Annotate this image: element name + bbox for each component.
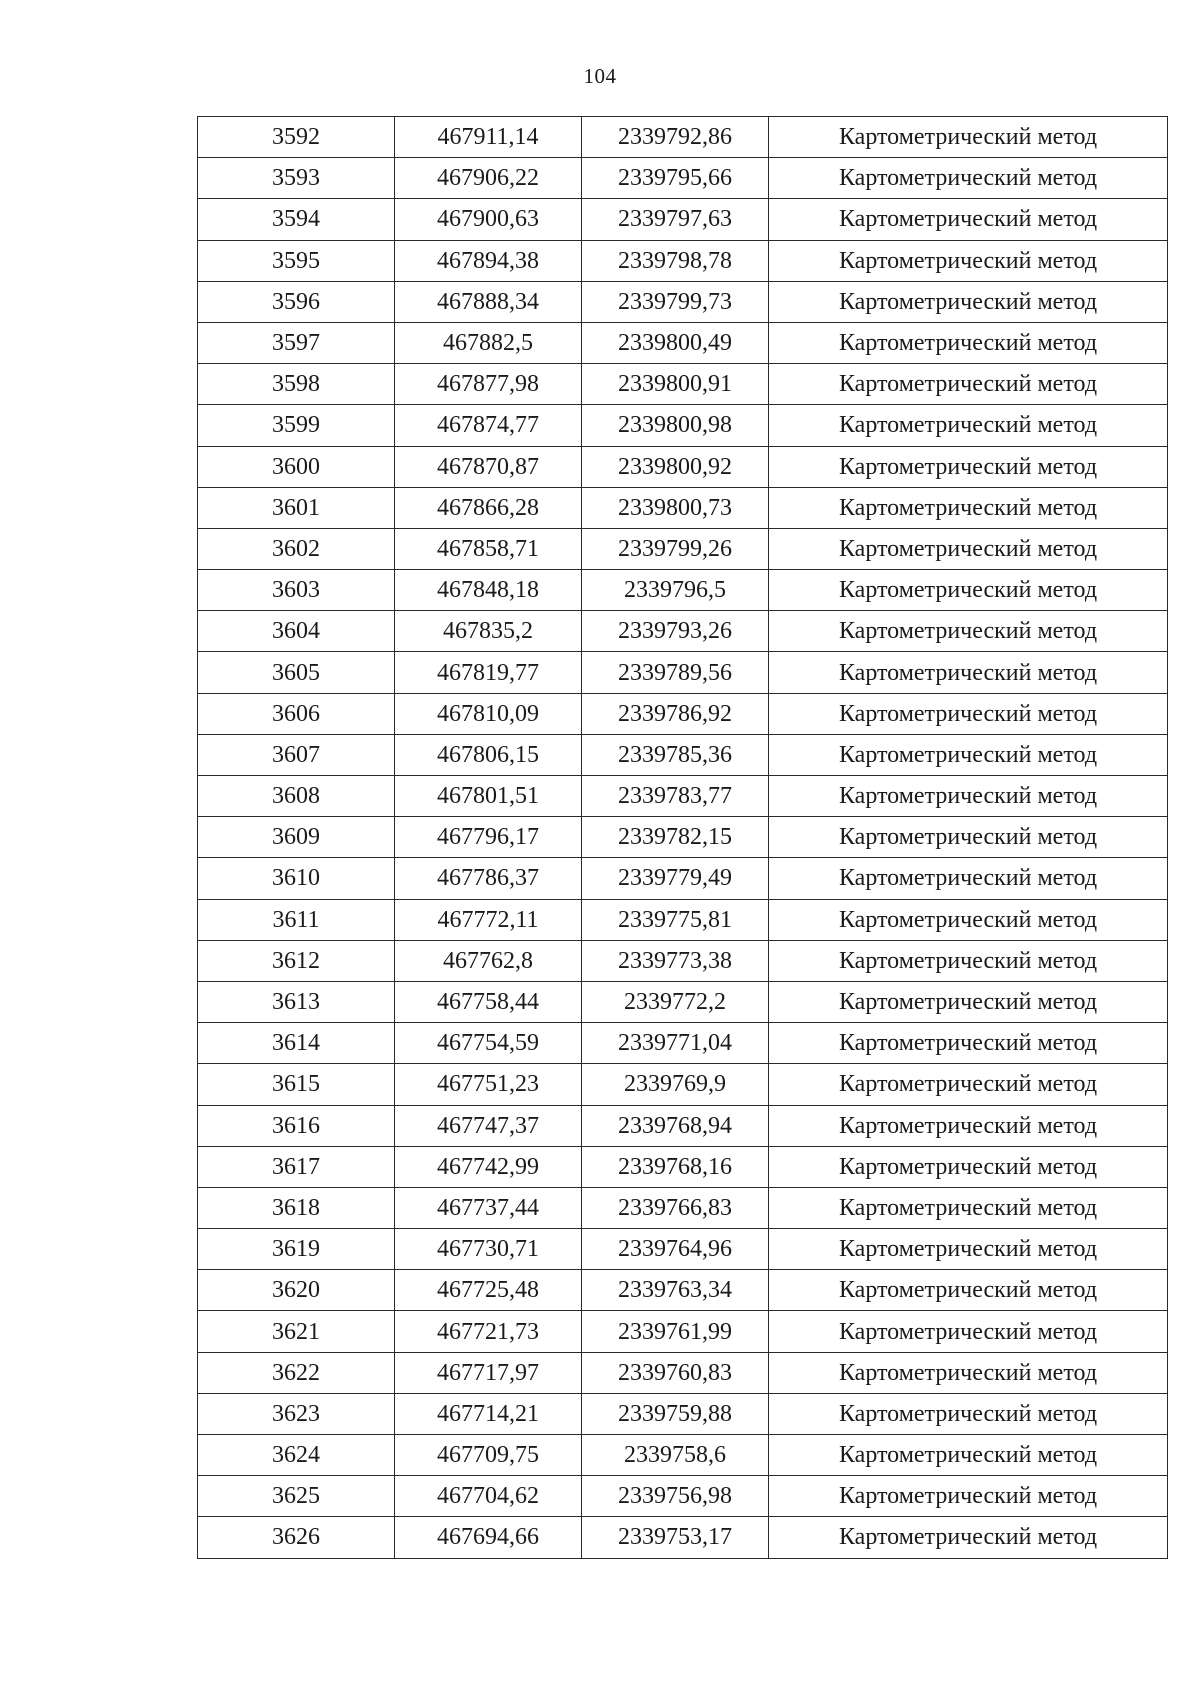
table-row [198, 199, 1168, 240]
method-cell: Картометрический метод [769, 1311, 1168, 1352]
x-coordinate-cell: 467906,22 [395, 158, 582, 199]
table-row [198, 611, 1168, 652]
y-coordinate-cell: 2339772,2 [582, 981, 769, 1022]
x-coordinate-cell: 467786,37 [395, 858, 582, 899]
table-row [198, 364, 1168, 405]
method-cell: Картометрический метод [769, 364, 1168, 405]
point-number-cell: 3611 [198, 899, 395, 940]
point-number-cell: 3598 [198, 364, 395, 405]
table-row [198, 776, 1168, 817]
table-row [198, 281, 1168, 322]
point-number-cell: 3606 [198, 693, 395, 734]
method-cell: Картометрический метод [769, 652, 1168, 693]
y-coordinate-cell: 2339792,86 [582, 117, 769, 158]
y-coordinate-cell: 2339758,6 [582, 1435, 769, 1476]
method-cell: Картометрический метод [769, 940, 1168, 981]
x-coordinate-cell: 467758,44 [395, 981, 582, 1022]
table-row [198, 1435, 1168, 1476]
x-coordinate-cell: 467888,34 [395, 281, 582, 322]
y-coordinate-cell: 2339785,36 [582, 734, 769, 775]
method-cell: Картометрический метод [769, 322, 1168, 363]
y-coordinate-cell: 2339764,96 [582, 1229, 769, 1270]
point-number-cell: 3597 [198, 322, 395, 363]
y-coordinate-cell: 2339782,15 [582, 817, 769, 858]
method-cell: Картометрический метод [769, 1146, 1168, 1187]
y-coordinate-cell: 2339798,78 [582, 240, 769, 281]
x-coordinate-cell: 467751,23 [395, 1064, 582, 1105]
x-coordinate-cell: 467819,77 [395, 652, 582, 693]
method-cell: Картометрический метод [769, 1476, 1168, 1517]
x-coordinate-cell: 467882,5 [395, 322, 582, 363]
x-coordinate-cell: 467762,8 [395, 940, 582, 981]
point-number-cell: 3623 [198, 1393, 395, 1434]
point-number-cell: 3603 [198, 570, 395, 611]
page-number: 104 [583, 64, 617, 88]
table-row [198, 117, 1168, 158]
x-coordinate-cell: 467848,18 [395, 570, 582, 611]
point-number-cell: 3600 [198, 446, 395, 487]
point-number-cell: 3615 [198, 1064, 395, 1105]
table-row [198, 940, 1168, 981]
x-coordinate-cell: 467877,98 [395, 364, 582, 405]
table-row [198, 981, 1168, 1022]
x-coordinate-cell: 467737,44 [395, 1187, 582, 1228]
y-coordinate-cell: 2339799,73 [582, 281, 769, 322]
x-coordinate-cell: 467714,21 [395, 1393, 582, 1434]
x-coordinate-cell: 467754,59 [395, 1023, 582, 1064]
method-cell: Картометрический метод [769, 281, 1168, 322]
y-coordinate-cell: 2339760,83 [582, 1352, 769, 1393]
method-cell: Картометрический метод [769, 858, 1168, 899]
method-cell: Картометрический метод [769, 570, 1168, 611]
table-row [198, 652, 1168, 693]
point-number-cell: 3599 [198, 405, 395, 446]
table-row [198, 1187, 1168, 1228]
y-coordinate-cell: 2339753,17 [582, 1517, 769, 1558]
method-cell: Картометрический метод [769, 1023, 1168, 1064]
table-row [198, 1476, 1168, 1517]
table-row [198, 1064, 1168, 1105]
point-number-cell: 3621 [198, 1311, 395, 1352]
x-coordinate-cell: 467874,77 [395, 405, 582, 446]
x-coordinate-cell: 467717,97 [395, 1352, 582, 1393]
y-coordinate-cell: 2339768,16 [582, 1146, 769, 1187]
y-coordinate-cell: 2339796,5 [582, 570, 769, 611]
point-number-cell: 3595 [198, 240, 395, 281]
x-coordinate-cell: 467747,37 [395, 1105, 582, 1146]
x-coordinate-cell: 467694,66 [395, 1517, 582, 1558]
x-coordinate-cell: 467796,17 [395, 817, 582, 858]
y-coordinate-cell: 2339763,34 [582, 1270, 769, 1311]
coordinates-table-body [198, 117, 1168, 1559]
y-coordinate-cell: 2339800,98 [582, 405, 769, 446]
method-cell: Картометрический метод [769, 117, 1168, 158]
x-coordinate-cell: 467858,71 [395, 528, 582, 569]
x-coordinate-cell: 467810,09 [395, 693, 582, 734]
method-cell: Картометрический метод [769, 405, 1168, 446]
table-row [198, 1517, 1168, 1558]
point-number-cell: 3610 [198, 858, 395, 899]
y-coordinate-cell: 2339799,26 [582, 528, 769, 569]
point-number-cell: 3616 [198, 1105, 395, 1146]
x-coordinate-cell: 467894,38 [395, 240, 582, 281]
y-coordinate-cell: 2339795,66 [582, 158, 769, 199]
y-coordinate-cell: 2339761,99 [582, 1311, 769, 1352]
method-cell: Картометрический метод [769, 1270, 1168, 1311]
table-row [198, 1105, 1168, 1146]
point-number-cell: 3601 [198, 487, 395, 528]
method-cell: Картометрический метод [769, 899, 1168, 940]
table-row [198, 158, 1168, 199]
y-coordinate-cell: 2339779,49 [582, 858, 769, 899]
x-coordinate-cell: 467704,62 [395, 1476, 582, 1517]
method-cell: Картометрический метод [769, 240, 1168, 281]
table-row [198, 528, 1168, 569]
x-coordinate-cell: 467721,73 [395, 1311, 582, 1352]
y-coordinate-cell: 2339783,77 [582, 776, 769, 817]
coordinates-table [197, 116, 1168, 1559]
point-number-cell: 3614 [198, 1023, 395, 1064]
y-coordinate-cell: 2339789,56 [582, 652, 769, 693]
method-cell: Картометрический метод [769, 1064, 1168, 1105]
table-row [198, 1311, 1168, 1352]
method-cell: Картометрический метод [769, 611, 1168, 652]
method-cell: Картометрический метод [769, 1187, 1168, 1228]
point-number-cell: 3617 [198, 1146, 395, 1187]
table-row [198, 1352, 1168, 1393]
method-cell: Картометрический метод [769, 528, 1168, 569]
method-cell: Картометрический метод [769, 1229, 1168, 1270]
point-number-cell: 3626 [198, 1517, 395, 1558]
method-cell: Картометрический метод [769, 776, 1168, 817]
y-coordinate-cell: 2339759,88 [582, 1393, 769, 1434]
method-cell: Картометрический метод [769, 817, 1168, 858]
method-cell: Картометрический метод [769, 981, 1168, 1022]
x-coordinate-cell: 467730,71 [395, 1229, 582, 1270]
y-coordinate-cell: 2339800,49 [582, 322, 769, 363]
point-number-cell: 3604 [198, 611, 395, 652]
table-row [198, 693, 1168, 734]
x-coordinate-cell: 467772,11 [395, 899, 582, 940]
method-cell: Картометрический метод [769, 1105, 1168, 1146]
method-cell: Картометрический метод [769, 734, 1168, 775]
y-coordinate-cell: 2339800,91 [582, 364, 769, 405]
method-cell: Картометрический метод [769, 199, 1168, 240]
table-row [198, 1229, 1168, 1270]
x-coordinate-cell: 467911,14 [395, 117, 582, 158]
point-number-cell: 3592 [198, 117, 395, 158]
y-coordinate-cell: 2339756,98 [582, 1476, 769, 1517]
table-row [198, 1023, 1168, 1064]
point-number-cell: 3620 [198, 1270, 395, 1311]
method-cell: Картометрический метод [769, 1517, 1168, 1558]
y-coordinate-cell: 2339766,83 [582, 1187, 769, 1228]
point-number-cell: 3593 [198, 158, 395, 199]
y-coordinate-cell: 2339775,81 [582, 899, 769, 940]
y-coordinate-cell: 2339768,94 [582, 1105, 769, 1146]
point-number-cell: 3624 [198, 1435, 395, 1476]
table-row [198, 405, 1168, 446]
point-number-cell: 3608 [198, 776, 395, 817]
x-coordinate-cell: 467801,51 [395, 776, 582, 817]
method-cell: Картометрический метод [769, 1435, 1168, 1476]
table-row [198, 240, 1168, 281]
y-coordinate-cell: 2339800,92 [582, 446, 769, 487]
table-row [198, 858, 1168, 899]
point-number-cell: 3612 [198, 940, 395, 981]
y-coordinate-cell: 2339800,73 [582, 487, 769, 528]
table-row [198, 487, 1168, 528]
point-number-cell: 3625 [198, 1476, 395, 1517]
table-row [198, 570, 1168, 611]
method-cell: Картометрический метод [769, 487, 1168, 528]
y-coordinate-cell: 2339786,92 [582, 693, 769, 734]
x-coordinate-cell: 467709,75 [395, 1435, 582, 1476]
point-number-cell: 3607 [198, 734, 395, 775]
y-coordinate-cell: 2339773,38 [582, 940, 769, 981]
x-coordinate-cell: 467870,87 [395, 446, 582, 487]
x-coordinate-cell: 467866,28 [395, 487, 582, 528]
table-row [198, 1270, 1168, 1311]
method-cell: Картометрический метод [769, 693, 1168, 734]
point-number-cell: 3605 [198, 652, 395, 693]
point-number-cell: 3618 [198, 1187, 395, 1228]
x-coordinate-cell: 467900,63 [395, 199, 582, 240]
y-coordinate-cell: 2339769,9 [582, 1064, 769, 1105]
y-coordinate-cell: 2339771,04 [582, 1023, 769, 1064]
method-cell: Картометрический метод [769, 446, 1168, 487]
x-coordinate-cell: 467725,48 [395, 1270, 582, 1311]
x-coordinate-cell: 467742,99 [395, 1146, 582, 1187]
table-row [198, 899, 1168, 940]
point-number-cell: 3596 [198, 281, 395, 322]
point-number-cell: 3619 [198, 1229, 395, 1270]
y-coordinate-cell: 2339797,63 [582, 199, 769, 240]
table-row [198, 1393, 1168, 1434]
point-number-cell: 3609 [198, 817, 395, 858]
method-cell: Картометрический метод [769, 1393, 1168, 1434]
method-cell: Картометрический метод [769, 1352, 1168, 1393]
point-number-cell: 3613 [198, 981, 395, 1022]
point-number-cell: 3594 [198, 199, 395, 240]
point-number-cell: 3602 [198, 528, 395, 569]
y-coordinate-cell: 2339793,26 [582, 611, 769, 652]
table-row [198, 734, 1168, 775]
method-cell: Картометрический метод [769, 158, 1168, 199]
table-row [198, 446, 1168, 487]
table-row [198, 322, 1168, 363]
table-row [198, 817, 1168, 858]
x-coordinate-cell: 467806,15 [395, 734, 582, 775]
x-coordinate-cell: 467835,2 [395, 611, 582, 652]
table-row [198, 1146, 1168, 1187]
point-number-cell: 3622 [198, 1352, 395, 1393]
